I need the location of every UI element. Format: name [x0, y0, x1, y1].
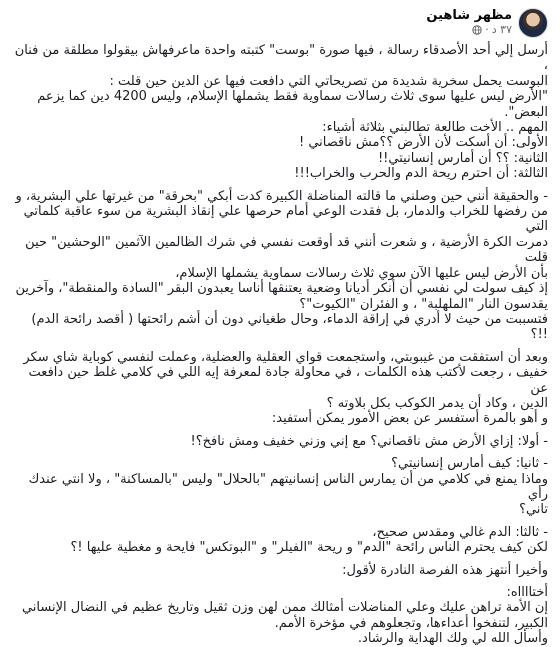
separator-dot: ·	[485, 23, 489, 36]
post-meta	[426, 9, 512, 37]
paragraph-second: - ثانيا: كيف أمارس إنسانيتي؟ وماذا يمنع في كلامي من أن يمارس الناس إنسانيتهم "بالحلال" وليس "بالمساكنة" ، ولا انتي عندك رأي تاني؟	[28, 456, 548, 518]
post-body	[10, 43, 548, 647]
paragraph-closing: أختااااه: إن الأمة تراهن عليك وعلي المناضلات أمثالك ممن لهن وزن ثقيل وتاريخ عظيم في النضال الإنساني الكبير، لتنفخوا أعداءها، وتجعلوهم في مؤخرة الأمم. وأسأل الله لي ولك الهداية والرشاد.	[21, 585, 548, 647]
paragraph-finally: وأخيرا أنتهز هذه الفرصة النادرة لأقول:	[342, 562, 548, 578]
author-name[interactable]: مظهر شاهين	[426, 8, 512, 23]
paragraph-intro: أرسل إلي أحد الأصدقاء رسالة ، فيها صورة "بوست" كتبته واحدة ماعرفهاش بيقولوا مطلقة من فنان ، البوست يحمل سخرية شديدة من تصريحاتي التي دافعت فيها عن الدين حين قلت : "الأرض ليس عليها سوى ثلاث رسالات سماوية فقط يشملها الإسلام، وليس 4200 دين كما يزعم البعض". المهم .. الأخت طالعة تطالبني بثلاثة أشياء: الأولى: أن أسكت لأن الأرض ؟؟مش ناقصاني ! الثانية: ؟؟ أن أمارس إنسانيتي!! الثالثة: أن احترم ريحة الدم والحرب والخراب!!!	[14, 43, 548, 182]
timestamp-row	[426, 23, 512, 37]
paragraph-truth: - والحقيقة أنني حين وصلني ما قالته المناضلة الكبيرة كدت أبكي "بحرقة" من غيرتها علي البشرية، و من رفضها للخراب والدمار، بل فقدت الوعي أمام حرصها علي إنقاذ البشرية من سوء عاقبة كلماتي التي دمرت الكرة الأرضية ، و شعرت أنني قد أوقعت نفسي في شرك الظالمين الآثمين "الوحشين" حين قلت بأن الأرض ليس عليها الآن سوي ثلاث رسالات سماوية يشملها الإسلام، إذ كيف سولت لي نفسي أن أنكر أديانا وضعية يعتنقها أناسا يعبدون البقر "السادة والمنقطة"، وآخرين يقدسون النار "الملهلبة" ، و الفئران "الكيوت"؟ فتسببت من حيث لا أدري في إراقة الدماء، وحال طغياني دون أن أشم رائحتها ( أقصد رائحة الدم) !!؟	[15, 188, 548, 343]
post-header	[10, 6, 548, 40]
timestamp[interactable]: ٣٧ د	[491, 23, 512, 36]
paragraph-third: - ثالثا: الدم غالي ومقدس صحيح، لكن كيف يحترم الناس رائحة "الدم" و ريحة "الفيلر" و "البوتكس" فايحة و مغطية عليها !؟	[70, 524, 548, 556]
author-avatar[interactable]	[518, 8, 548, 38]
globe-icon	[472, 25, 482, 35]
paragraph-first: - أولا: إزاي الأرض مش ناقصاني؟ مع إني وزني خفيف ومش نافخ؟!	[190, 433, 548, 449]
paragraph-after: وبعد أن استفقت من غيبوبتي، واستجمعت قواي العقلية والعضلية، وعملت لنفسي كوباية شاي سكر خفيف ، رجعت لأكتب هذه الكلمات ، في محاولة جادة لمعرفة إيه اللي في كلامي غلط حين دافعت عن الدين ، وكاد أن يدمر الكوكب بكل بلاوته ؟ و أهو بالمرة أستفسر عن بعض الأمور يمكن أستفيد:	[23, 349, 548, 427]
